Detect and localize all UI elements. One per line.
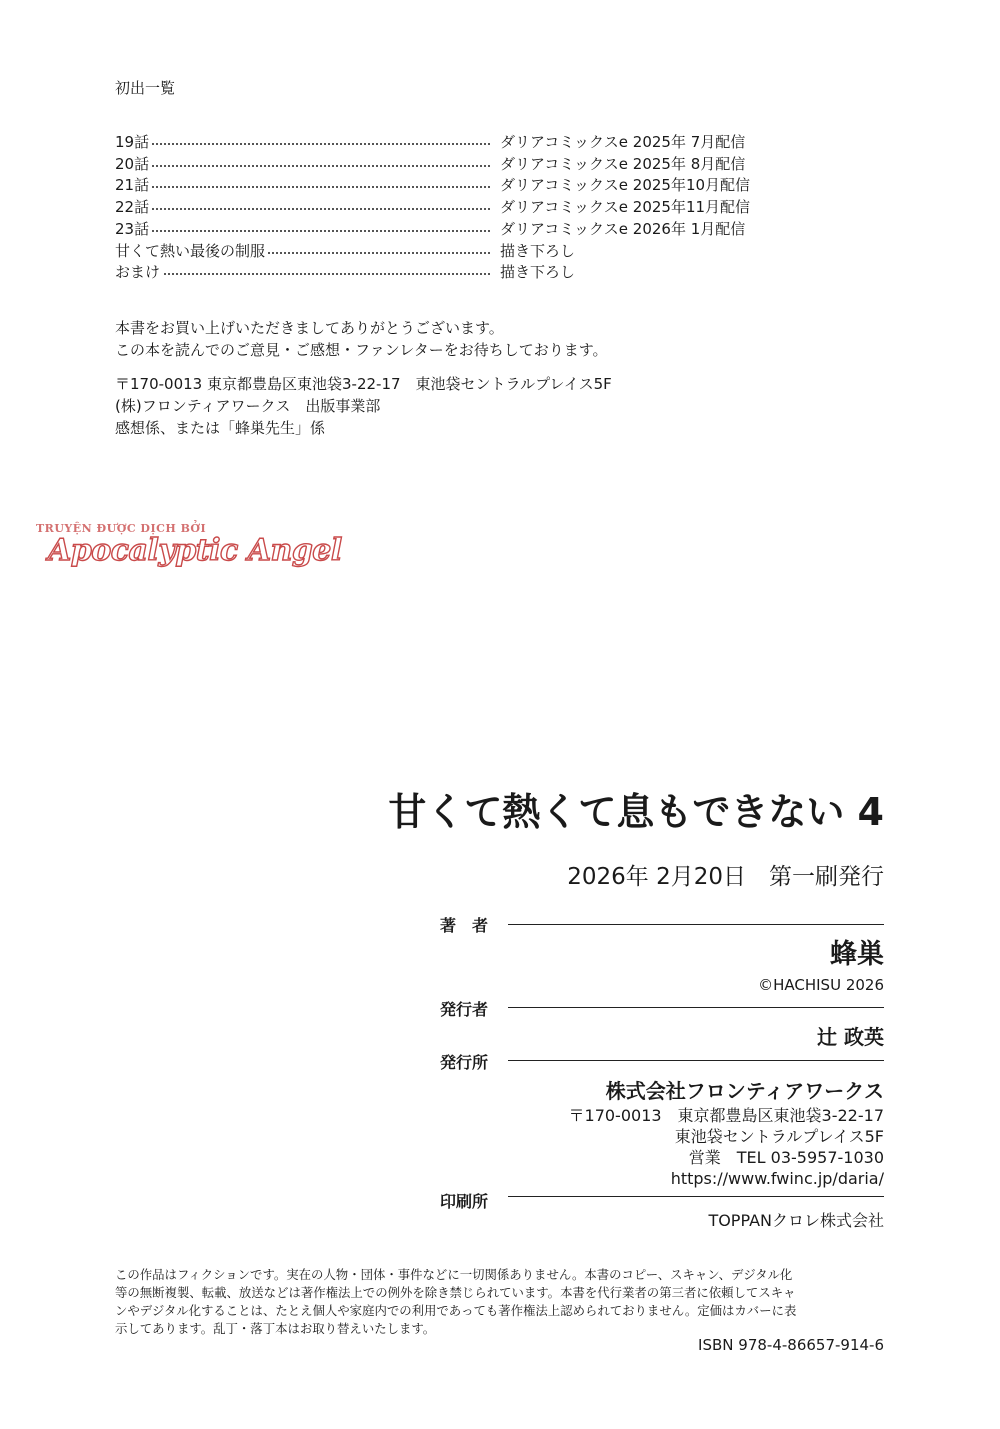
thanks-line-2: この本を読んでのご意見・ご感想・ファンレターをお待ちしております。 [115, 341, 608, 359]
legal-notice-line: 示してあります。乱丁・落丁本はお取り替えいたします。 [115, 1321, 436, 1336]
first-appearance-source: ダリアコミックスe 2025年 8月配信 [500, 154, 746, 173]
first-appearance-row [115, 131, 775, 153]
first-appearance-source: ダリアコミックスe 2025年11月配信 [500, 198, 751, 217]
leader-dots [115, 273, 490, 275]
leader-dots [115, 143, 490, 145]
mail-to-company: (株)フロンティアワークス 出版事業部 [115, 397, 381, 415]
publisher-divider [508, 1060, 884, 1061]
first-appearance-row [115, 218, 775, 240]
publisher-person-label: 発行者 [440, 1000, 489, 1019]
first-appearance-label: 22話 [115, 198, 150, 217]
author-label: 著 者 [440, 916, 489, 935]
printer-name: TOPPANクロレ株式会社 [708, 1211, 884, 1230]
mail-to-address: 〒170-0013 東京都豊島区東池袋3-22-17 東池袋セントラルプレイス5F [115, 375, 612, 393]
first-appearance-row [115, 240, 775, 262]
thanks-line-1: 本書をお買い上げいただきましてありがとうございます。 [115, 319, 504, 337]
copyright: ©HACHISU 2026 [758, 976, 884, 994]
legal-notice-line: 等の無断複製、転載、放送などは著作権法上での例外を除き禁じられています。本書を代行業者の第三者に依頼してスキャ [115, 1285, 796, 1300]
first-appearance-source: 描き下ろし [500, 263, 576, 282]
publisher-name: 株式会社フロンティアワークス [605, 1079, 884, 1103]
watermark-caption: TRUYỆN ĐƯỢC DỊCH BỞI [36, 522, 207, 535]
printer-label: 印刷所 [440, 1192, 489, 1211]
publisher-tel: 営業 TEL 03-5957-1030 [688, 1148, 884, 1167]
publisher-address-2: 東池袋セントラルプレイス5F [674, 1127, 884, 1146]
first-appearance-source: 描き下ろし [500, 241, 576, 260]
first-appearance-label: 23話 [115, 219, 150, 238]
first-appearance-source: ダリアコミックスe 2025年 7月配信 [500, 133, 746, 151]
first-appearance-label: 甘くて熱い最後の制服 [115, 241, 266, 260]
watermark-logo: Apocalyptic Angel [48, 533, 342, 568]
isbn: ISBN 978-4-86657-914-6 [698, 1336, 884, 1354]
legal-notice [115, 1266, 796, 1338]
first-appearance-label: おまけ [115, 263, 161, 282]
publication-date: 2026年 2月20日 第一刷発行 [567, 864, 884, 890]
publisher-person-name: 辻 政英 [817, 1025, 884, 1049]
leader-dots [115, 230, 490, 232]
first-appearance-label: 19話 [115, 133, 150, 151]
author-name: 蜂巣 [830, 939, 884, 970]
legal-notice-line: ンやデジタル化することは、たとえ個人や家庭内での利用であっても著作権法上認められておりません。定価はカバーに表 [115, 1303, 797, 1318]
publisher-label: 発行所 [440, 1053, 489, 1072]
publisher-address-1: 〒170-0013 東京都豊島区東池袋3-22-17 [568, 1106, 884, 1125]
publisher-url: https://www.fwinc.jp/daria/ [670, 1169, 884, 1188]
first-appearance-row [115, 153, 775, 175]
book-title: 甘くて熱くて息もできない 4 [388, 790, 884, 834]
first-appearance-row [115, 174, 775, 196]
publisher-person-divider [508, 1007, 884, 1008]
first-appearance-heading: 初出一覧 [115, 79, 176, 97]
mail-to-recipient: 感想係、または「蜂巣先生」係 [115, 419, 326, 437]
leader-dots [115, 208, 490, 210]
first-appearance-row [115, 196, 775, 218]
legal-notice-line: この作品はフィクションです。実在の人物・団体・事件などに一切関係ありません。本書のコピー、スキャン、デジタル化 [115, 1267, 793, 1282]
first-appearance-source: ダリアコミックスe 2025年10月配信 [500, 176, 751, 195]
leader-dots [115, 165, 490, 167]
leader-dots [115, 186, 490, 188]
first-appearance-source: ダリアコミックスe 2026年 1月配信 [500, 219, 746, 238]
author-divider [508, 924, 884, 925]
first-appearance-row [115, 261, 775, 283]
first-appearance-label: 21話 [115, 176, 150, 195]
printer-divider [508, 1196, 884, 1197]
first-appearance-label: 20話 [115, 154, 150, 173]
